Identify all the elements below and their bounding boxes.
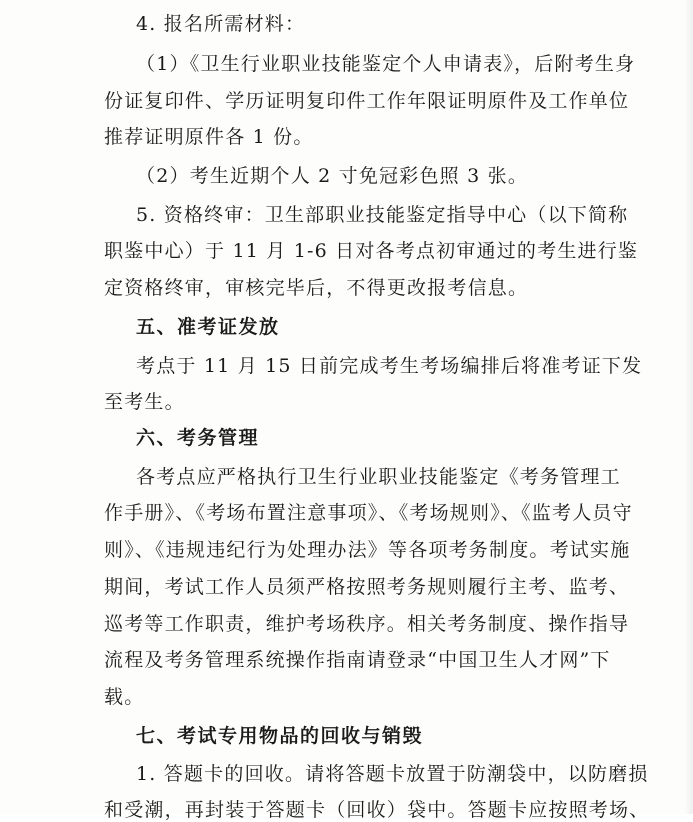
line-materials-item-1-cont-1: 份证复印件、学历证明复印件工作年限证明原件及工作单位: [104, 90, 630, 112]
line-exam-management-cont-5: 流程及考务管理系统操作指南请登录“中国卫生人才网”下: [104, 649, 611, 671]
line-exam-management: 各考点应严格执行卫生行业职业技能鉴定《考务管理工: [136, 466, 621, 488]
line-exam-management-cont-3: 期间，考试工作人员须严格按照考务规则履行主考、监考、: [104, 576, 630, 598]
line-final-review-cont-1: 职鉴中心）于 11 月 1-6 日对各考点初审通过的考生进行鉴: [104, 240, 639, 262]
line-final-review-cont-2: 定资格终审，审核完毕后，不得更改报考信息。: [104, 277, 529, 299]
line-answer-sheet-recovery: 1. 答题卡的回收。请将答题卡放置于防潮袋中，以防磨损: [136, 763, 649, 785]
line-admission-ticket: 考点于 11 月 15 日前完成考生考场编排后将准考证下发: [136, 355, 643, 377]
line-exam-management-cont-6: 载。: [104, 686, 145, 708]
section-heading-materials-recovery: 七、考试专用物品的回收与销毁: [136, 725, 424, 747]
line-exam-management-cont-4: 巡考等工作职责，维护考场秩序。相关考务制度、操作指导: [104, 613, 630, 635]
line-materials-item-1-cont-2: 推荐证明原件各 1 份。: [104, 126, 314, 148]
line-materials-heading: 4. 报名所需材料：: [136, 13, 306, 35]
line-materials-item-1: （1）《卫生行业职业技能鉴定个人申请表》，后附考生身: [136, 53, 636, 75]
line-exam-management-cont-1: 作手册》、《考场布置注意事项》、《考场规则》、《监考人员守: [104, 502, 633, 524]
section-heading-admission-ticket: 五、准考证发放: [136, 316, 280, 338]
line-exam-management-cont-2: 则》、《违规违纪行为处理办法》等各项考务制度。考试实施: [104, 539, 631, 561]
line-admission-ticket-cont: 至考生。: [104, 391, 185, 413]
line-answer-sheet-recovery-cont: 和受潮，再封装于答题卡（回收）袋中。答题卡应按照考场、: [104, 799, 650, 821]
page-edge-shadow: [685, 0, 693, 814]
section-heading-exam-management: 六、考务管理: [136, 427, 260, 449]
line-final-review: 5. 资格终审：卫生部职业技能鉴定指导中心（以下简称: [136, 204, 629, 226]
line-materials-item-2: （2）考生近期个人 2 寸免冠彩色照 3 张。: [136, 165, 529, 187]
